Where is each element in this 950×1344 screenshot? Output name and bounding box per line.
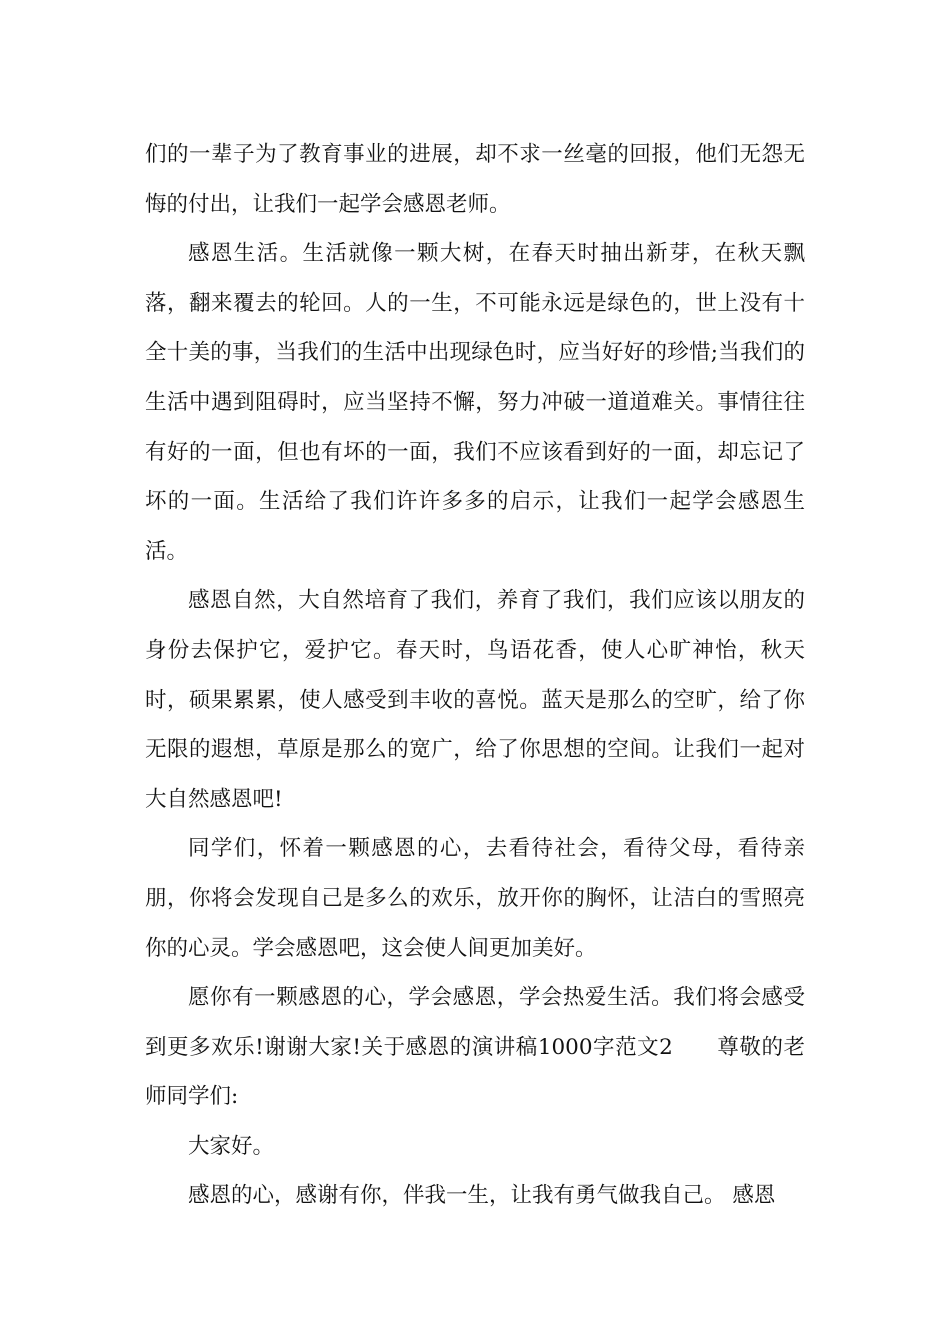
paragraph-7: 感恩的心，感谢有你，伴我一生，让我有勇气做我自己。 感恩 (188, 1183, 776, 1209)
paragraph-2: 感恩生活。生活就像一颗大树，在春天时抽出新芽，在秋天飘落，翻来覆去的轮回。人的一生，不可能永远是绿色的，世上没有十全十美的事，当我们的生活中出现绿色时，应当好好的珍惜;当我们的生活中遇到阻碍时，应当坚持不懈，努力冲破一道道难关。事情往往有好的一面，但也有坏的一面，我们不应该看到好的一面，却忘记了坏的一面。生活给了我们许许多多的启示，让我们一起学会感恩生活。 (145, 241, 805, 564)
document-body (145, 130, 805, 1221)
paragraph-6: 大家好。 (188, 1133, 275, 1159)
paragraph-3: 感恩自然，大自然培育了我们，养育了我们，我们应该以朋友的身份去保护它，爱护它。春天时，鸟语花香，使人心旷神怡，秋天时，硕果累累，使人感受到丰收的喜悦。蓝天是那么的空旷，给了你无限的遐想，草原是那么的宽广，给了你思想的空间。让我们一起对大自然感恩吧! (145, 588, 805, 812)
paragraph-1: 们的一辈子为了教育事业的进展，却不求一丝毫的回报，他们无怨无悔的付出，让我们一起学会感恩老师。 (145, 142, 805, 217)
paragraph-4: 同学们，怀着一颗感恩的心，去看待社会，看待父母，看待亲朋，你将会发现自己是多么的欢乐，放开你的胸怀，让洁白的雪照亮你的心灵。学会感恩吧，这会使人间更加美好。 (145, 836, 805, 961)
paragraph-5: 愿你有一颗感恩的心，学会感恩，学会热爱生活。我们将会感受到更多欢乐!谢谢大家!关于感恩的演讲稿1000字范文2 尊敬的老师同学们: (145, 985, 805, 1110)
